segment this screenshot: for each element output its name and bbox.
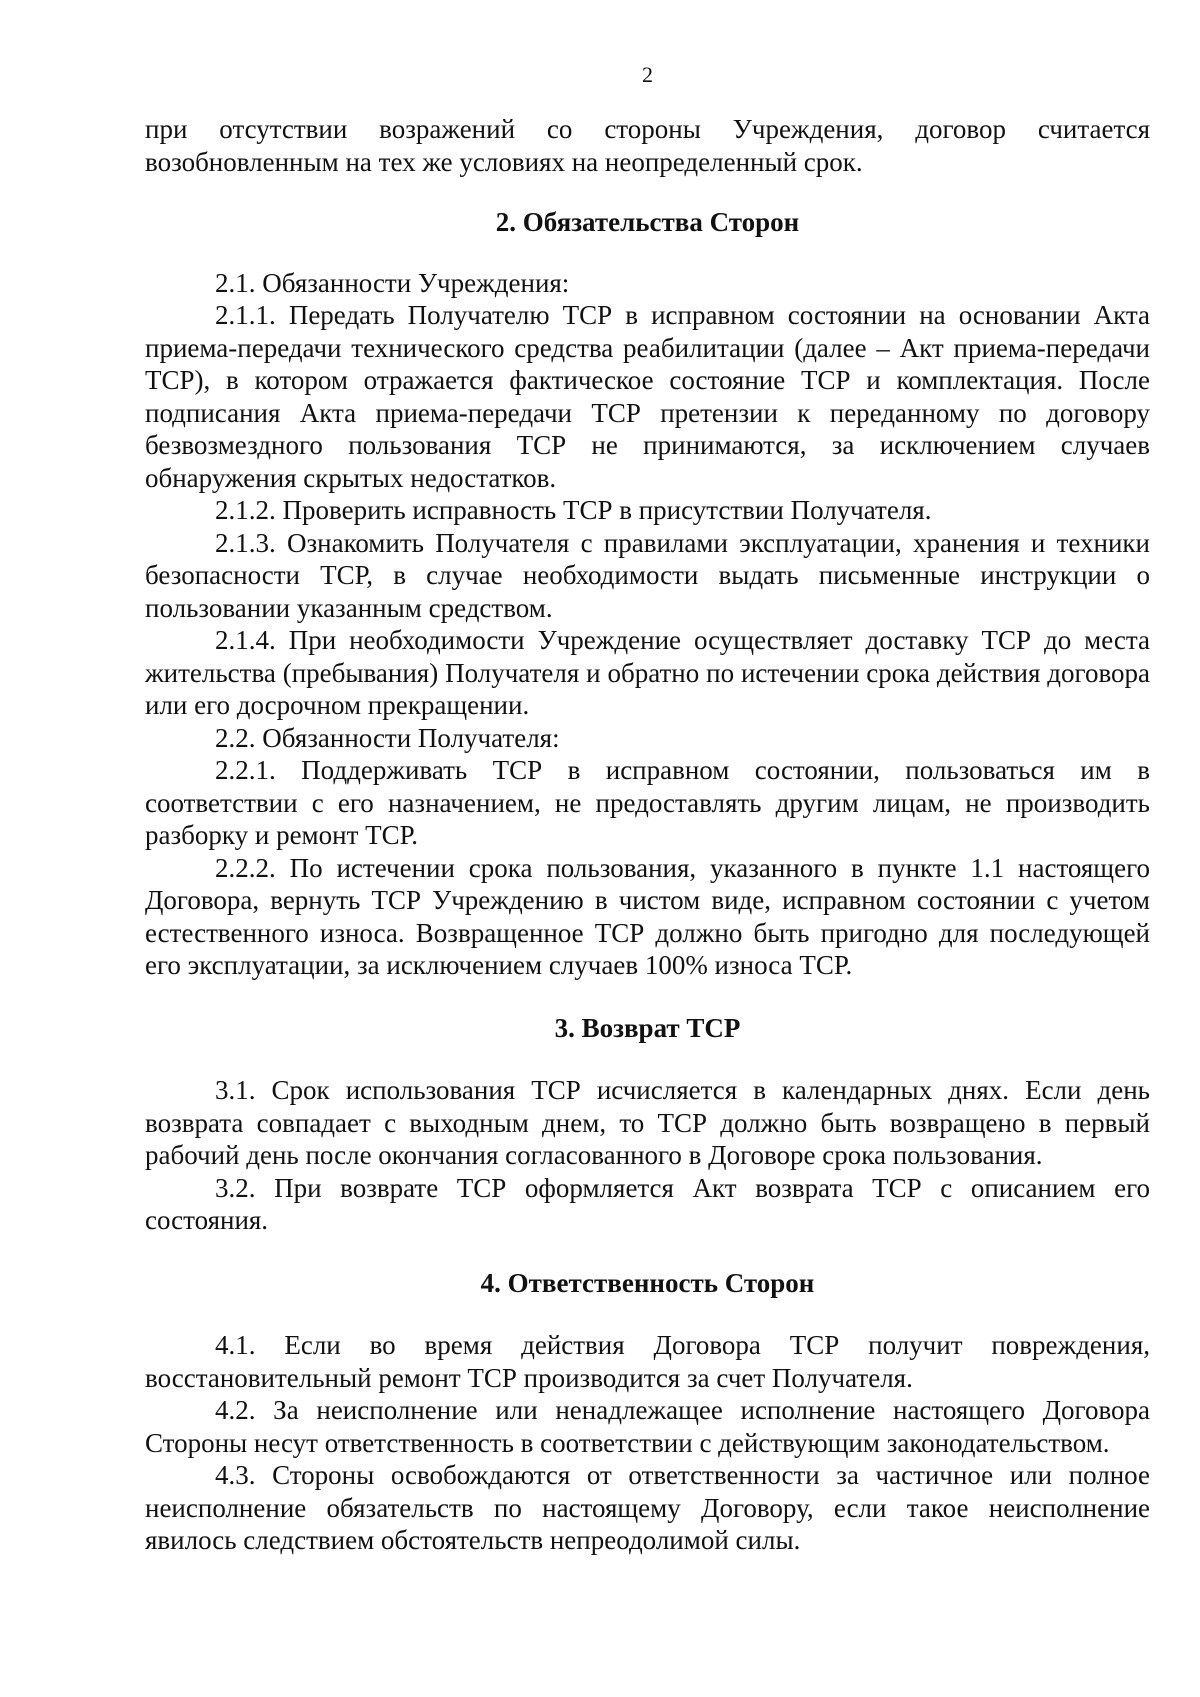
clause-2-2-1: 2.2.1. Поддерживать ТСР в исправном состоянии, пользоваться им в соответствии с его назначением, не предоставлять другим лицам, не производить разборку и ремонт ТСР. <box>145 755 1150 850</box>
clause-3-1: 3.1. Срок использования ТСР исчисляется в календарных днях. Если день возврата совпадает с выходным днем, то ТСР должно быть возвращено в первый рабочий день после окончания согласованного в Договоре срока пользования. <box>145 1075 1150 1170</box>
document-content <box>145 62 1150 1557</box>
clause-2-1-3: 2.1.3. Ознакомить Получателя с правилами эксплуатации, хранения и техники безопасности ТСР, в случае необходимости выдать письменные инструкции о пользовании указанным средством. <box>145 527 1150 623</box>
page-number: 2 <box>642 62 653 87</box>
clause-2-1-2: 2.1.2. Проверить исправность ТСР в присутствии Получателя. <box>215 495 932 525</box>
intro-paragraph: при отсутствии возражений со стороны Учреждения, договор считается возобновленным на тех же условиях на неопределенный срок. <box>145 114 1150 177</box>
clause-2-1-1: 2.1.1. Передать Получателю ТСР в исправном состоянии на основании Акта приема-передачи технического средства реабилитации (далее – Акт приема-передачи ТСР), в котором отражается фактическое состояние ТСР и комплектация. После подписания Акта приема-передачи ТСР претензии к переданному по договору безвозмездного пользования ТСР не принимаются, за исключением случаев обнаружения скрытых недостатков. <box>145 300 1150 493</box>
clause-3-2: 3.2. При возврате ТСР оформляется Акт возврата ТСР с описанием его состояния. <box>145 1172 1150 1235</box>
clause-2-2: 2.2. Обязанности Получателя: <box>215 722 560 753</box>
clause-2-1-4: 2.1.4. При необходимости Учреждение осуществляет доставку ТСР до места жительства (пребывания) Получателя и обратно по истечении срока действия договора или его досрочном прекращении. <box>145 625 1150 720</box>
clause-2-1: 2.1. Обязанности Учреждения: <box>215 267 570 298</box>
section-4-title: 4. Ответственность Сторон <box>480 1267 815 1298</box>
clause-4-2: 4.2. За неисполнение или ненадлежащее исполнение настоящего Договора Стороны несут ответственность в соответствии с действующим законодательством. <box>145 1395 1150 1458</box>
section-3-title: 3. Возврат ТСР <box>554 1012 741 1043</box>
clause-4-3: 4.3. Стороны освобождаются от ответственности за частичное или полное неисполнение обязательств по настоящему Договору, если такое неисполнение явилось следствием обстоятельств непреодолимой силы. <box>145 1460 1150 1555</box>
clause-4-1: 4.1. Если во время действия Договора ТСР получит повреждения, восстановительный ремонт ТСР производится за счет Получателя. <box>145 1330 1150 1393</box>
clause-2-2-2: 2.2.2. По истечении срока пользования, указанного в пункте 1.1 настоящего Договора, вернуть ТСР Учреждению в чистом виде, исправном состоянии с учетом естественного износа. Возвращенное ТСР должно быть пригодно для последующей его эксплуатации, за исключением случаев 100% износа ТСР. <box>145 852 1150 980</box>
section-2-title: 2. Обязательства Сторон <box>495 207 800 237</box>
